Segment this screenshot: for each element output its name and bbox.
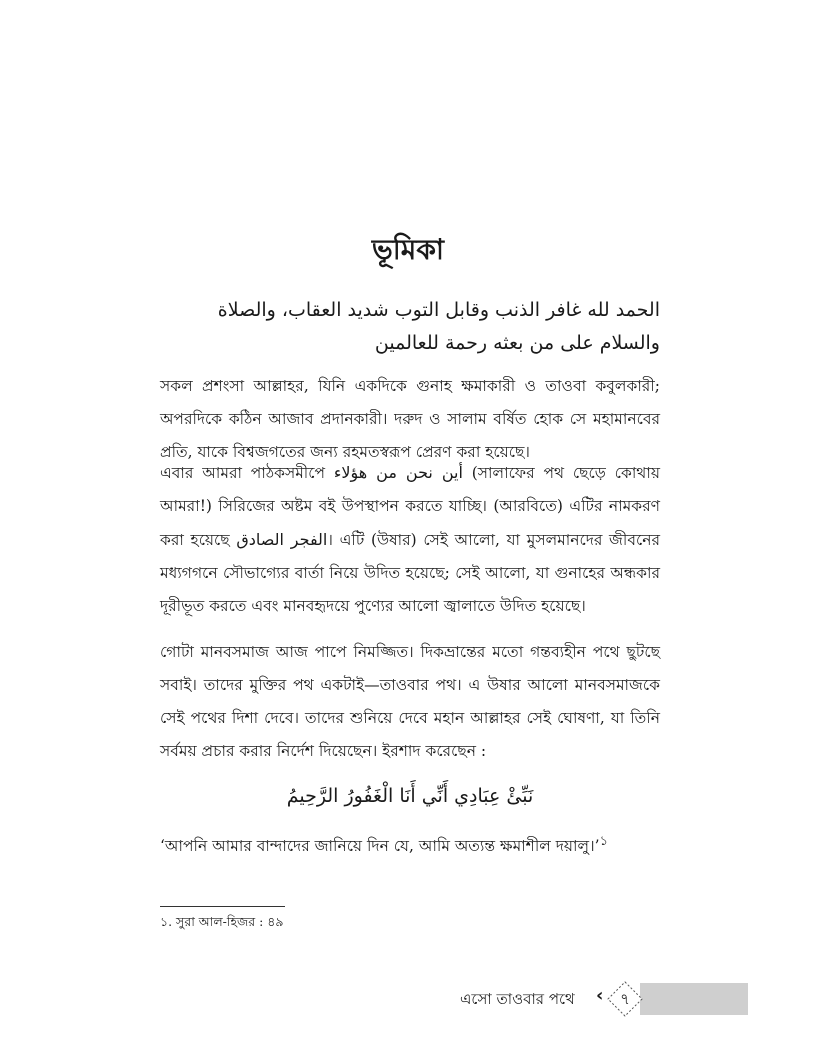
- footer-book-title: এসো তাওবার পথে: [460, 990, 575, 1008]
- arabic-book-name: الفجر الصادق: [236, 530, 328, 549]
- footer-band: [640, 983, 748, 1015]
- quran-verse: نَبِّئْ عِبَادِي أَنِّي أَنَا الْغَفُورُ الرَّحِيمُ: [286, 785, 534, 807]
- paragraph-text-segment: (সালাফের পথ ছেড়ে কোথায় আমরা!) সিরিজের অষ্টম বই উপস্থাপন করতে যাচ্ছি। (আরবিতে) এটির নামকরণ করা হয়েছে: [160, 464, 660, 549]
- paragraph-text-segment: । এটি (উষার) সেই আলো, যা মুসলমানদের জীবনের মধ্যগগনে সৌভাগ্যের বার্তা নিয়ে উদিত হয়েছে; সেই আলো, যা গুনাহের অন্ধকার দূরীভূত করতে এবং মানবহৃদয়ে পুণ্যের আলো জ্বালাতে উদিত হয়েছে।: [160, 531, 660, 615]
- page-title: ভূমিকা: [371, 233, 445, 266]
- verse-translation-text: ‘আপনি আমার বান্দাদের জানিয়ে দিন যে, আমি অত্যন্ত ক্ষমাশীল দয়ালু।’: [160, 837, 600, 856]
- paragraph-introduction: [160, 456, 660, 623]
- arabic-series-name: أين نحن من هؤلاء: [333, 463, 463, 482]
- footnote-divider: [160, 906, 285, 907]
- verse-translation: [160, 826, 660, 862]
- footnote-marker[interactable]: ১: [599, 834, 608, 849]
- chevron-left-icon: ‹: [596, 985, 604, 1006]
- page-number: ৭: [620, 990, 630, 1008]
- paragraph-praise: সকল প্রশংসা আল্লাহর, যিনি একদিকে গুনাহ ক্ষমাকারী ও তাওবা কবুলকারী; অপরদিকে কঠিন আজাব প্রদানকারী। দরুদ ও সালাম বর্ষিত হোক সে মহামানবের প্রতি, যাকে বিশ্বজগতের জন্য রহমতস্বরূপ প্রেরণ করা হয়েছে।: [160, 377, 660, 461]
- footnote-text: ১. সুরা আল-হিজর : ৪৯: [160, 914, 284, 929]
- paragraph-humanity: গোটা মানবসমাজ আজ পাপে নিমজ্জিত। দিকভ্রান্তের মতো গন্তব্যহীন পথে ছুটছে সবাই। তাদের মুক্তির পথ একটাই—তাওবার পথ। এ উষার আলো মানবসমাজকে সেই পথের দিশা দেবে। তাদের শুনিয়ে দেবে মহান আল্লাহর সেই ঘোষণা, যা তিনি সর্বময় প্রচার করার নির্দেশ দিয়েছেন। ইরশাদ করেছেন :: [160, 643, 660, 760]
- paragraph-text-segment: এবার আমরা পাঠকসমীপে: [160, 464, 334, 482]
- arabic-opening-text: الحمد لله غافر الذنب وقابل التوب شديد العقاب، والصلاة والسلام على من بعثه رحمة للعالمين: [217, 299, 660, 354]
